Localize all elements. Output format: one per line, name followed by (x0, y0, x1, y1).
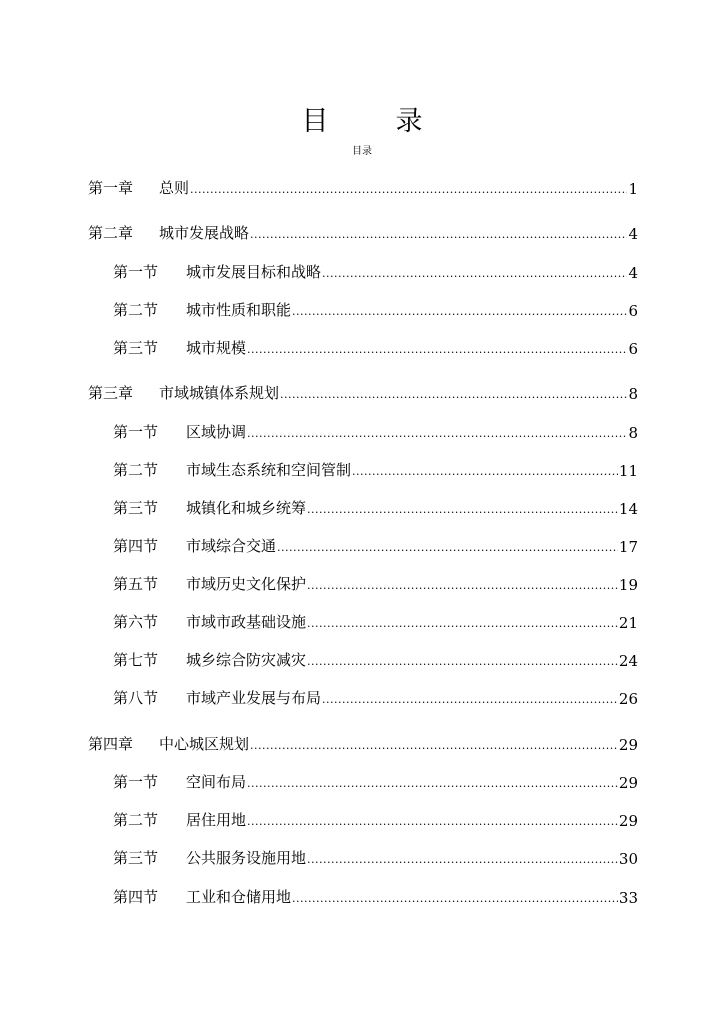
toc-entry-title: 工业和仓储用地 (186, 888, 292, 906)
toc-entry-title: 城乡综合防灾减灾 (186, 651, 307, 669)
toc-dot-leader (250, 229, 627, 240)
toc-page-number: 21 (618, 614, 638, 632)
toc-chapter-entry[interactable] (88, 219, 638, 243)
toc-section-entry[interactable] (113, 334, 638, 358)
toc-page-number: 17 (618, 538, 638, 556)
toc-chapter-entry[interactable] (88, 379, 638, 403)
toc-section-entry[interactable] (113, 684, 638, 708)
toc-dot-leader (307, 504, 618, 515)
toc-section-entry[interactable] (113, 646, 638, 670)
toc-entry-title: 居住用地 (186, 811, 247, 829)
toc-page-number: 8 (628, 385, 638, 403)
toc-entry-number: 第一节 (113, 773, 159, 791)
toc-entry-number: 第八节 (113, 689, 159, 707)
toc-section-entry[interactable] (113, 570, 638, 594)
toc-entry-title: 公共服务设施用地 (186, 849, 307, 867)
toc-entry-number: 第三章 (88, 384, 134, 402)
toc-entry-title: 市域历史文化保护 (186, 575, 307, 593)
toc-dot-leader (250, 740, 618, 751)
toc-dot-leader (292, 893, 618, 904)
toc-section-entry[interactable] (113, 844, 638, 868)
toc-entry-title: 市域市政基础设施 (186, 613, 307, 631)
toc-entry-title: 市域城镇体系规划 (159, 384, 280, 402)
toc-entry-title: 总则 (159, 179, 190, 197)
toc-dot-leader (307, 580, 618, 591)
toc-dot-leader (190, 184, 627, 195)
toc-dot-leader (322, 268, 627, 279)
toc-entry-number: 第七节 (113, 651, 159, 669)
toc-section-entry[interactable] (113, 258, 638, 282)
toc-page-number: 6 (628, 302, 638, 320)
toc-page-number: 30 (618, 850, 638, 868)
toc-dot-leader (352, 466, 618, 477)
toc-page-number: 4 (628, 225, 638, 243)
toc-section-entry[interactable] (113, 296, 638, 320)
toc-section-entry[interactable] (113, 456, 638, 480)
toc-section-entry[interactable] (113, 768, 638, 792)
toc-dot-leader (322, 694, 618, 705)
toc-entry-number: 第二节 (113, 301, 159, 319)
toc-section-entry[interactable] (113, 494, 638, 518)
toc-entry-number: 第三节 (113, 339, 159, 357)
toc-dot-leader (280, 389, 627, 400)
toc-chapter-entry[interactable] (88, 174, 638, 198)
toc-entry-number: 第二章 (88, 224, 134, 242)
toc-dot-leader (277, 542, 618, 553)
toc-page-number: 8 (628, 424, 638, 442)
toc-entry-title: 区域协调 (186, 423, 247, 441)
toc-dot-leader (292, 306, 627, 317)
toc-entry-title: 市域生态系统和空间管制 (186, 461, 352, 479)
toc-section-entry[interactable] (113, 608, 638, 632)
toc-section-entry[interactable] (113, 883, 638, 907)
toc-entry-number: 第三节 (113, 499, 159, 517)
toc-page-number: 4 (628, 264, 638, 282)
toc-dot-leader (247, 344, 627, 355)
toc-page-number: 14 (618, 500, 638, 518)
toc-entry-title: 市域综合交通 (186, 537, 277, 555)
toc-dot-leader (247, 816, 618, 827)
toc-page-number: 29 (618, 736, 638, 754)
toc-entry-number: 第四节 (113, 888, 159, 906)
toc-page-number: 6 (628, 340, 638, 358)
page-subtitle: 目录 (352, 146, 372, 157)
toc-page-number: 29 (618, 774, 638, 792)
toc-entry-title: 城市性质和职能 (186, 301, 292, 319)
toc-entry-title: 城市发展战略 (159, 224, 250, 242)
toc-dot-leader (247, 428, 627, 439)
toc-page-number: 11 (618, 462, 638, 480)
toc-dot-leader (307, 854, 618, 865)
toc-entry-number: 第一节 (113, 423, 159, 441)
toc-page-number: 19 (618, 576, 638, 594)
toc-page-number: 1 (628, 180, 638, 198)
page-title: 目 录 (301, 106, 443, 137)
toc-entry-number: 第六节 (113, 613, 159, 631)
toc-entry-number: 第四章 (88, 735, 134, 753)
toc-entry-number: 第三节 (113, 849, 159, 867)
toc-page-number: 29 (618, 812, 638, 830)
toc-entry-number: 第一章 (88, 179, 134, 197)
toc-entry-number: 第五节 (113, 575, 159, 593)
toc-page-number: 24 (618, 652, 638, 670)
toc-entry-number: 第一节 (113, 263, 159, 281)
toc-entry-number: 第四节 (113, 537, 159, 555)
toc-dot-leader (307, 656, 618, 667)
toc-dot-leader (247, 778, 618, 789)
toc-section-entry[interactable] (113, 418, 638, 442)
toc-entry-title: 城镇化和城乡统筹 (186, 499, 307, 517)
toc-entry-title: 中心城区规划 (159, 735, 250, 753)
toc-chapter-entry[interactable] (88, 730, 638, 754)
toc-entry-title: 空间布局 (186, 773, 247, 791)
toc-entry-title: 城市发展目标和战略 (186, 263, 322, 281)
toc-section-entry[interactable] (113, 806, 638, 830)
toc-entry-number: 第二节 (113, 461, 159, 479)
toc-entry-title: 市域产业发展与布局 (186, 689, 322, 707)
toc-entry-title: 城市规模 (186, 339, 247, 357)
toc-entry-number: 第二节 (113, 811, 159, 829)
toc-dot-leader (307, 618, 618, 629)
toc-page-number: 33 (618, 889, 638, 907)
toc-page-number: 26 (618, 690, 638, 708)
toc-section-entry[interactable] (113, 532, 638, 556)
